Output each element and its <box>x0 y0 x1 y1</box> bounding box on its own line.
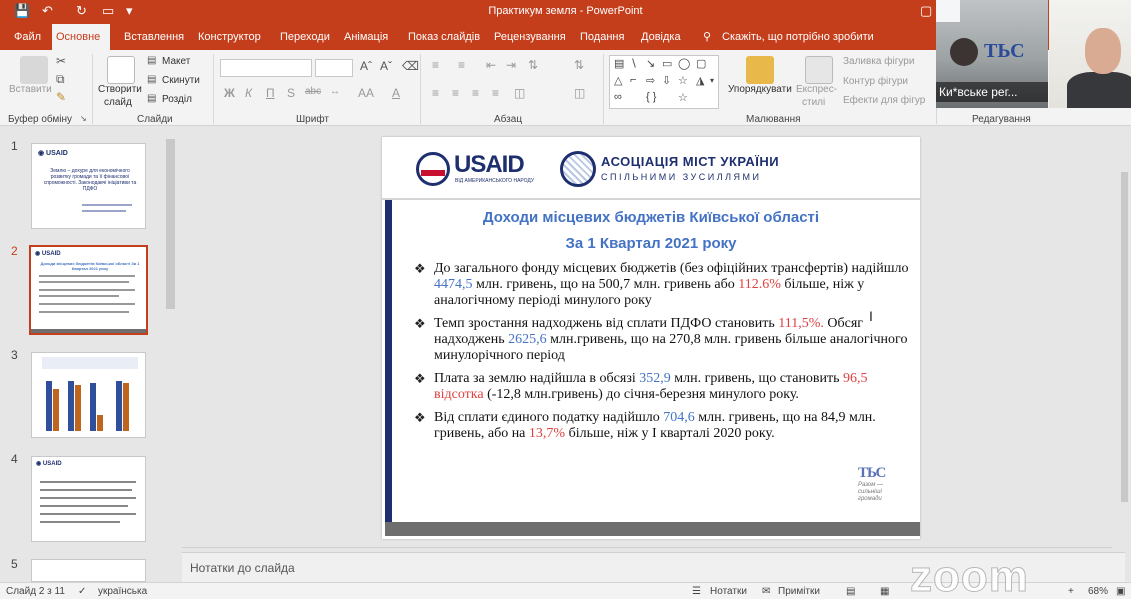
quick-styles-label-2[interactable]: стилі <box>802 97 826 108</box>
tgs-logo-subtitle: Разом — сильніші громади <box>858 482 884 502</box>
slide-subheading: За 1 Квартал 2021 року <box>565 235 737 252</box>
more-star-shape-icon[interactable]: ☆ <box>678 92 688 104</box>
thumb-bar <box>46 381 52 431</box>
thumb-usaid-logo: ◉ USAID <box>36 461 62 467</box>
bullet-text: Обсяг надходжень <box>434 316 864 347</box>
bullet-text: Темп зростання надходжень від сплати ПДФО становить <box>434 316 779 331</box>
star-shape-icon[interactable]: ☆ <box>678 75 688 87</box>
thumb-line <box>39 311 129 313</box>
tell-me-box[interactable]: Скажіть, що потрібно зробити <box>722 31 874 43</box>
font-color-button[interactable]: A <box>392 86 401 100</box>
textbox-shape-icon[interactable]: ▤ <box>614 58 625 70</box>
thumb-line <box>39 289 135 291</box>
bullet-text: млн.гривень, що на 270,8 млн. гривень більше аналогічного минулорічного період <box>434 332 908 363</box>
separator <box>603 54 604 124</box>
paste-button-label[interactable]: Вставити <box>9 84 52 95</box>
rectangle-shape-icon[interactable]: ▭ <box>662 58 673 70</box>
new-slide-label-2[interactable]: слайд <box>104 97 132 108</box>
slide-thumbnails-pane <box>0 127 178 582</box>
video-tile-participant[interactable] <box>936 0 1048 108</box>
oval-shape-icon[interactable]: ◯ <box>678 58 691 70</box>
thumb-line <box>39 275 135 277</box>
shapes-gallery[interactable] <box>609 55 719 109</box>
reset-button[interactable]: Скинути <box>162 75 200 86</box>
slide-canvas[interactable] <box>382 137 920 539</box>
curve-shape-icon[interactable]: ∞ <box>614 91 622 103</box>
amu-seal-icon <box>560 151 596 187</box>
slide-heading: Доходи місцевих бюджетів Київської області <box>482 209 820 226</box>
new-slide-label-1[interactable]: Створити <box>98 84 142 95</box>
shape-outline-button[interactable]: Контур фігури <box>843 76 908 87</box>
tab-view[interactable]: Подання <box>580 31 625 43</box>
tab-slideshow[interactable]: Показ слайдів <box>408 31 481 43</box>
usaid-subtitle: ВІД АМЕРИКАНСЬКОГО НАРОДУ <box>455 178 535 184</box>
thumb-line <box>40 489 132 491</box>
bullet-value: 111,5%. <box>778 316 824 331</box>
header-divider <box>382 198 920 200</box>
thumb-line <box>40 497 136 499</box>
align-right-icon[interactable]: ≡ <box>472 86 480 100</box>
bullets-icon[interactable]: ≡ <box>432 58 440 72</box>
strikethrough-button[interactable]: abc <box>305 86 322 97</box>
thumb-chart-title <box>42 357 138 369</box>
tab-transitions[interactable]: Переходи <box>280 31 330 43</box>
lightbulb-icon: ⚲ <box>703 31 712 43</box>
thumb-bar <box>68 381 74 431</box>
editing-group-label: Редагування <box>972 114 1031 125</box>
section-icon[interactable]: ▤ <box>147 93 157 104</box>
quick-styles-icon[interactable] <box>805 56 833 84</box>
tab-insert[interactable]: Вставлення <box>124 31 185 43</box>
spellcheck-icon[interactable]: ✓ <box>78 586 87 597</box>
fit-slide-icon[interactable]: ▣ <box>1116 586 1126 597</box>
reset-icon[interactable]: ▤ <box>147 74 157 85</box>
layout-icon[interactable]: ▤ <box>147 55 157 66</box>
thumb-footer-bar <box>31 329 148 333</box>
speaker-face <box>1085 28 1121 74</box>
bullet-text: млн. гривень, що на 500,7 млн. гривень або <box>472 277 739 292</box>
arrange-button[interactable]: Упорядкувати <box>728 84 792 95</box>
bullet-text: До загального фонду місцевих бюджетів (без офіційних трансфертів) надійшло <box>434 261 909 276</box>
bullet-list <box>414 261 912 449</box>
slide-thumbnail-2[interactable] <box>29 245 148 335</box>
zoom-watermark: zoom <box>910 552 1029 599</box>
thumb-title: Доходи місцевих бюджетів Київської області За 1 Квартал 2021 року <box>40 261 140 271</box>
thumb-number: 4 <box>11 452 18 466</box>
font-name-combo[interactable] <box>220 59 312 77</box>
bullet-value: 352,9 <box>639 371 671 386</box>
arrow-shape-icon[interactable]: ↘ <box>646 58 656 70</box>
shadow-button[interactable]: S <box>287 86 296 100</box>
language-indicator[interactable]: українська <box>98 586 148 597</box>
slide-thumbnail-5[interactable] <box>31 559 146 582</box>
bullet-text: більше, ніж у аналогічному періоді минулого року <box>434 277 865 308</box>
bullet-item <box>414 371 912 403</box>
right-arrow-shape-icon[interactable]: ⇨ <box>646 75 656 87</box>
thumb-title: Землю – дохуре для економічного розвитку громади та її фінансової спроможності. Законодавчі ініціативи та ПДФО <box>43 168 137 192</box>
bullet-value: 96,5 відсотка <box>434 371 868 402</box>
paste-icon[interactable] <box>20 56 48 84</box>
thumbnails-scrollbar[interactable] <box>166 129 175 569</box>
comments-toggle[interactable]: Примітки <box>778 586 820 597</box>
zoom-level[interactable]: 68% <box>1088 586 1109 597</box>
thumb-line <box>82 204 132 206</box>
window-title: Практикум земля - PowerPoint <box>488 5 643 17</box>
thumb-line <box>82 210 126 212</box>
separator <box>92 54 93 124</box>
usaid-seal-icon <box>416 152 450 186</box>
change-case-button[interactable]: AA <box>358 86 375 100</box>
notes-separator <box>182 547 1112 548</box>
thumb-bar <box>116 381 122 431</box>
columns-icon[interactable]: ◫ <box>514 86 526 100</box>
ribbon-display-options-icon[interactable]: ▢ <box>920 3 933 18</box>
thumb-bar <box>75 385 81 431</box>
underline-button[interactable]: П <box>266 86 275 100</box>
normal-view-icon[interactable]: ▤ <box>846 586 856 597</box>
slide-sorter-icon[interactable]: ▦ <box>880 586 890 597</box>
present-icon[interactable]: ▭ <box>102 3 115 18</box>
bullet-value: 2625,6 <box>508 332 547 347</box>
video-background-window <box>936 0 960 22</box>
rounded-rect-shape-icon[interactable]: ▢ <box>696 58 707 70</box>
gallery-more-icon[interactable]: ▾ <box>710 76 715 85</box>
main-scrollbar-thumb[interactable] <box>1121 172 1128 502</box>
thumb-bar <box>53 389 59 431</box>
thumb-usaid-logo: ◉ USAID <box>38 150 68 157</box>
text-cursor-icon: I <box>869 308 873 324</box>
thumb-usaid-logo: ◉ USAID <box>35 251 61 257</box>
layout-button[interactable]: Макет <box>162 56 191 67</box>
slide-thumbnail-4[interactable] <box>31 456 146 542</box>
thumb-number: 3 <box>11 348 18 362</box>
bullet-text: Від сплати єдиного податку надійшло <box>434 410 664 425</box>
tgs-logo <box>858 465 902 502</box>
thumb-number: 2 <box>11 244 18 258</box>
smartart-icon[interactable]: ◫ <box>574 86 586 100</box>
undo-icon[interactable]: ↶ <box>42 3 53 18</box>
tab-file[interactable]: Файл <box>14 31 42 43</box>
line-shape-icon[interactable]: ∖ <box>630 58 638 70</box>
align-left-icon[interactable]: ≡ <box>432 86 440 100</box>
align-center-icon[interactable]: ≡ <box>452 86 460 100</box>
slides-group-label: Слайди <box>137 114 173 125</box>
video-tile-speaker[interactable] <box>1049 0 1131 108</box>
line-spacing-icon[interactable]: ⇅ <box>528 58 539 72</box>
thumb-line <box>39 303 135 305</box>
thumb-bar <box>97 415 103 431</box>
thumb-bar <box>123 383 129 431</box>
shape-fill-button[interactable]: Заливка фігури <box>843 56 915 67</box>
save-icon[interactable]: 💾 <box>14 3 31 18</box>
paragraph-group-label: Абзац <box>494 114 523 125</box>
bullet-text: млн. гривень, що становить <box>670 371 844 386</box>
bullet-item <box>414 410 912 442</box>
speaker-body <box>1067 72 1131 108</box>
thumb-number: 5 <box>11 557 18 571</box>
italic-button[interactable]: К <box>245 86 253 100</box>
bullet-item <box>414 261 912 309</box>
bullet-value: 112.6% <box>738 277 781 292</box>
bullet-item <box>414 316 912 364</box>
down-arrow-shape-icon[interactable]: ⇩ <box>662 75 672 87</box>
slide-thumbnail-3[interactable] <box>31 352 146 438</box>
clipboard-group-label: Буфер обміну <box>8 114 73 125</box>
bullet-text: млн. гривень, що на 84,9 млн. гривень, або на <box>434 410 876 441</box>
notes-icon[interactable]: ☰ <box>692 586 701 597</box>
increase-indent-icon[interactable]: ⇥ <box>506 58 517 72</box>
numbering-icon[interactable]: ≡ <box>458 58 466 72</box>
triangle-shape-icon[interactable]: △ <box>614 75 623 87</box>
bullet-text: більше, ніж у І кварталі 2020 року. <box>565 426 775 441</box>
drawing-group-label: Малювання <box>746 114 801 125</box>
notes-placeholder[interactable]: Нотатки до слайда <box>190 561 295 575</box>
bullet-value: 4474,5 <box>434 277 473 292</box>
decrease-font-icon[interactable]: Aˇ <box>380 59 392 73</box>
redo-icon[interactable]: ↻ <box>76 3 87 18</box>
brace-shape-icon[interactable]: { } <box>646 91 657 103</box>
tgs-logo-text: ТЬС <box>858 465 886 481</box>
clear-format-icon[interactable]: ⌫ <box>402 59 419 73</box>
amu-logo-subtitle: СПІЛЬНИМИ ЗУСИЛЛЯМИ <box>601 172 762 182</box>
justify-icon[interactable]: ≡ <box>492 86 500 100</box>
bullet-value: 704,6 <box>663 410 695 425</box>
notes-toggle[interactable]: Нотатки <box>710 586 747 597</box>
customize-quick-access-icon[interactable]: ▾ <box>126 3 133 18</box>
tab-help[interactable]: Довідка <box>641 31 681 43</box>
decrease-indent-icon[interactable]: ⇤ <box>486 58 497 72</box>
bullet-value: 13,7% <box>528 426 566 441</box>
scrollbar-thumb[interactable] <box>166 139 175 309</box>
dialog-launcher-icon[interactable]: ↘ <box>80 114 87 123</box>
tab-animations[interactable]: Анімація <box>344 31 389 43</box>
thumb-line <box>40 481 136 483</box>
font-size-combo[interactable] <box>315 59 353 77</box>
callout-shape-icon[interactable]: ◮ <box>696 75 705 87</box>
thumb-bar <box>90 383 96 431</box>
participant-name: Ки*вське рег... <box>936 82 1048 102</box>
separator <box>420 54 421 124</box>
zoom-in-icon[interactable]: + <box>1068 586 1074 597</box>
usaid-logo-text: USAID <box>454 151 524 178</box>
copy-icon[interactable]: ⧉ <box>56 72 65 86</box>
slide-thumbnail-1[interactable] <box>31 143 146 229</box>
thumb-line <box>40 505 128 507</box>
video-background-logo: ТЬС <box>984 40 1025 62</box>
main-scrollbar[interactable] <box>1117 127 1131 552</box>
footer-bar <box>385 522 920 536</box>
quick-styles-label-1[interactable]: Експрес- <box>796 84 838 95</box>
amu-logo-title: АСОЦІАЦІЯ МІСТ УКРАЇНИ <box>601 154 780 169</box>
new-slide-icon[interactable] <box>107 56 135 84</box>
arrange-icon[interactable] <box>746 56 774 84</box>
spacing-button[interactable]: ↔ <box>330 86 340 97</box>
slide-counter: Слайд 2 з 11 <box>6 586 65 597</box>
text-direction-icon[interactable]: ⇅ <box>574 58 585 72</box>
thumb-line <box>39 295 119 297</box>
tab-home[interactable]: Основне <box>52 24 110 50</box>
increase-font-icon[interactable]: Aˆ <box>360 59 372 73</box>
separator <box>213 54 214 124</box>
bullet-text: (-12,8 млн.гривень) до січня-березня минулого року. <box>483 387 799 402</box>
shape-effects-button[interactable]: Ефекти для фігур <box>843 95 926 106</box>
tab-design[interactable]: Конструктор <box>198 31 261 43</box>
participant-head <box>950 38 978 66</box>
comments-icon[interactable]: ✉ <box>762 586 771 597</box>
elbow-connector-icon[interactable]: ⌐ <box>630 74 637 86</box>
thumb-line <box>40 513 136 515</box>
bold-button[interactable]: Ж <box>224 86 235 100</box>
tab-review[interactable]: Рецензування <box>494 31 566 43</box>
thumb-line <box>40 521 120 523</box>
format-painter-icon[interactable]: ✎ <box>56 90 67 104</box>
cut-icon[interactable]: ✂ <box>56 54 67 68</box>
thumb-number: 1 <box>11 139 18 153</box>
thumb-line <box>39 281 129 283</box>
section-button[interactable]: Розділ <box>162 94 192 105</box>
bullet-text: Плата за землю надійшла в обсязі <box>434 371 640 386</box>
font-group-label: Шрифт <box>296 114 329 125</box>
